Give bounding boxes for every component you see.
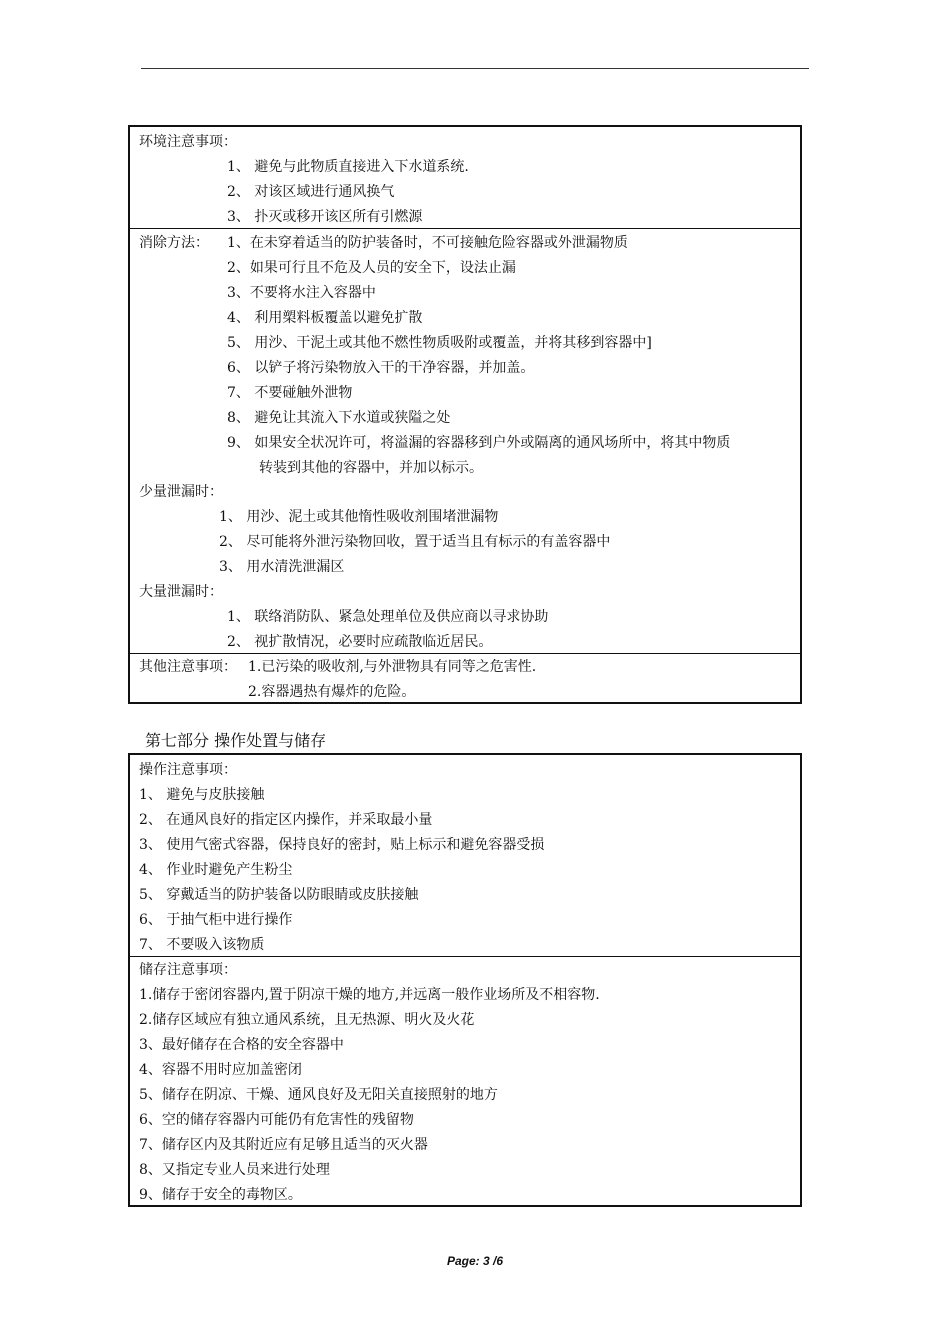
small-leak-item: 1、 用沙、泥土或其他惰性吸收剂围堵泄漏物 (219, 509, 499, 525)
operation-item: 6、 于抽气柜中进行操作 (139, 912, 293, 928)
other-item: 1.已污染的吸收剂,与外泄物具有同等之危害性. (248, 659, 537, 675)
disposal-item: 6、 以铲子将污染物放入干的干净容器，并加盖。 (227, 360, 535, 376)
other-item: 2.容器遇热有爆炸的危险。 (248, 684, 416, 700)
operation-item: 7、 不要吸入该物质 (139, 937, 265, 953)
disposal-item: 9、 如果安全状况许可，将溢漏的容器移到户外或隔离的通风场所中，将其中物质 (227, 435, 731, 451)
operation-item: 2、 在通风良好的指定区内操作，并采取最小量 (139, 812, 433, 828)
large-leak-item: 1、 联络消防队、紧急处理单位及供应商以寻求协助 (227, 609, 549, 625)
disposal-item: 7、 不要碰触外泄物 (227, 385, 353, 401)
env-label: 环境注意事项： (139, 134, 237, 150)
env-item: 1、 避免与此物质直接进入下水道系统. (227, 159, 469, 175)
disposal-item: 4、 利用槊料板覆盖以避免扩散 (227, 310, 423, 326)
disposal-item-continuation: 转装到其他的容器中，并加以标示。 (259, 460, 483, 476)
env-item: 3、 扑灭或移开该区所有引燃源 (227, 209, 423, 225)
storage-item: 7、储存区内及其附近应有足够且适当的灭火器 (139, 1137, 428, 1153)
small-leak-item: 2、 尽可能将外泄污染物回收，置于适当且有标示的有盖容器中 (219, 534, 611, 550)
storage-item: 2.储存区域应有独立通风系统，且无热源、明火及火花 (139, 1012, 475, 1028)
row-divider (130, 956, 800, 957)
storage-item: 9、储存于安全的毒物区。 (139, 1187, 302, 1203)
handling-storage-table (128, 753, 802, 1207)
storage-label: 储存注意事项： (139, 962, 237, 978)
small-leak-label: 少量泄漏时： (139, 484, 223, 500)
release-measures-table (128, 125, 802, 704)
storage-item: 4、容器不用时应加盖密闭 (139, 1062, 302, 1078)
storage-item: 1.储存于密闭容器内,置于阴凉干燥的地方,并远离一般作业场所及不相容物. (139, 987, 600, 1003)
row-divider (130, 653, 800, 654)
section-title: 第七部分 操作处置与储存 (145, 731, 327, 750)
operation-item: 1、 避免与皮肤接触 (139, 787, 265, 803)
operation-label: 操作注意事项： (139, 762, 237, 778)
operation-item: 5、 穿戴适当的防护装备以防眼睛或皮肤接触 (139, 887, 419, 903)
storage-item: 3、最好储存在合格的安全容器中 (139, 1037, 344, 1053)
disposal-item: 1、在未穿着适当的防护装备时，不可接触危险容器或外泄漏物质 (227, 235, 628, 251)
small-leak-item: 3、 用水清洗泄漏区 (219, 559, 345, 575)
disposal-label: 消除方法： (139, 235, 209, 251)
env-item: 2、 对该区域进行通风换气 (227, 184, 395, 200)
large-leak-label: 大量泄漏时： (139, 584, 223, 600)
disposal-item: 8、 避免让其流入下水道或狭隘之处 (227, 410, 451, 426)
operation-item: 4、 作业时避免产生粉尘 (139, 862, 293, 878)
large-leak-item: 2、 视扩散情况，必要时应疏散临近居民。 (227, 634, 493, 650)
storage-item: 6、空的储存容器内可能仍有危害性的残留物 (139, 1112, 414, 1128)
other-label: 其他注意事项： (139, 659, 237, 675)
disposal-item: 2、如果可行且不危及人员的安全下，设法止漏 (227, 260, 516, 276)
operation-item: 3、 使用气密式容器，保持良好的密封，贴上标示和避免容器受损 (139, 837, 545, 853)
storage-item: 8、又指定专业人员来进行处理 (139, 1162, 330, 1178)
disposal-item: 5、 用沙、干泥土或其他不燃性物质吸附或覆盖，并将其移到容器中] (227, 335, 652, 351)
header-rule (141, 68, 809, 69)
storage-item: 5、储存在阴凉、干燥、通风良好及无阳关直接照射的地方 (139, 1087, 498, 1103)
page-number: Page: 3 /6 (446, 1254, 504, 1268)
row-divider (130, 228, 800, 229)
disposal-item: 3、不要将水注入容器中 (227, 285, 376, 301)
